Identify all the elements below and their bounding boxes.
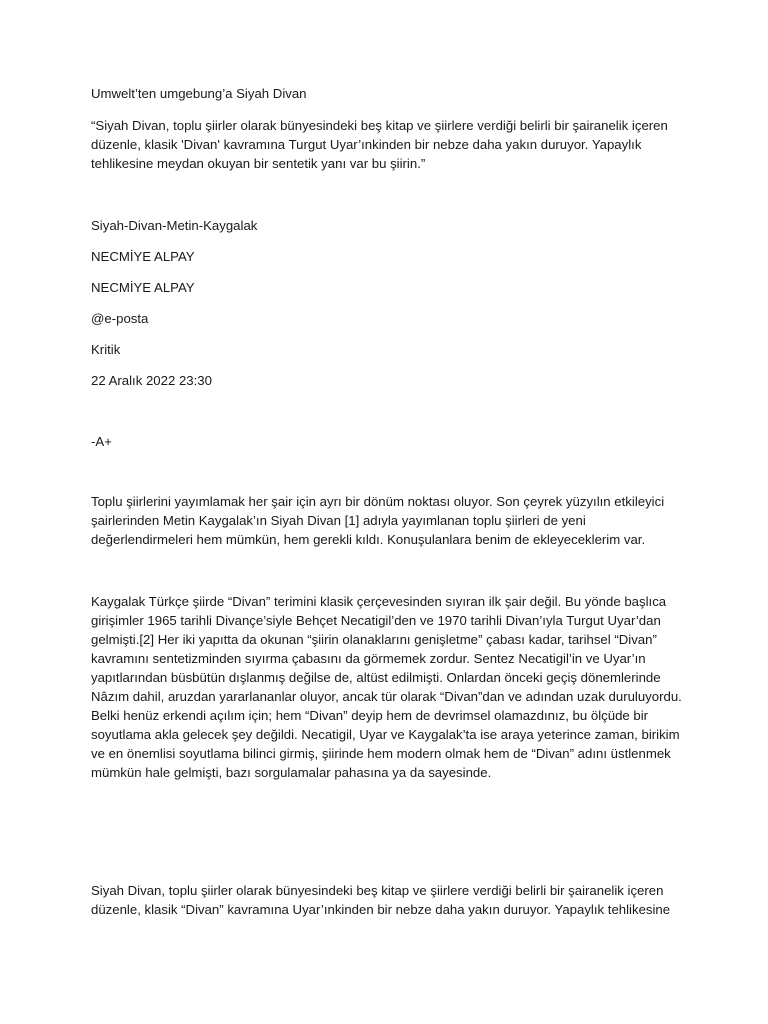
document-title: Umwelt’ten umgebung’a Siyah Divan xyxy=(91,86,307,101)
document-page xyxy=(91,84,691,919)
font-size-control[interactable]: -A+ xyxy=(91,434,112,449)
body-paragraph-3: Siyah Divan, toplu şiirler olarak bünyesindeki beş kitap ve şiirlere verdiği belirli bir şairanelik içeren düzenle, klasik “Divan” kavramına Uyar’ınkinden bir nebze daha yakın duruyor. Yapaylık tehlikesine xyxy=(91,883,671,917)
author-name: NECMİYE ALPAY xyxy=(91,249,195,264)
body-paragraph-1: Toplu şiirlerini yayımlamak her şair için ayrı bir dönüm noktası oluyor. Son çeyrek yüzyılın etkileyici şairlerinden Metin Kaygalak’ın Siyah Divan [1] adıyla yayımlanan toplu şiirleri de yeni değerlendirmeleri hem mümkün, hem gerekli kıldı. Konuşulanlara benim de ekleyeceklerim var. xyxy=(91,494,665,547)
author-name-repeat: NECMİYE ALPAY xyxy=(91,280,195,295)
body-paragraph-2: Kaygalak Türkçe şiirde “Divan” terimini klasik çerçevesinden sıyıran ilk şair değil. Bu yönde başlıca girişimler 1965 tarihli Divançe’siyle Behçet Necatigil’den ve 1970 tarihli Divan’ıyla Turgut Uyar’dan gelmişti.[2] Her iki yapıtta da okunan “şiirin olanaklarını genişletme” çabası kadar, tarihsel “Divan” kavramını sentetizminden sıyırma çabasını da görmemek zordur. Sentez Necatigil’in ve Uyar’ın yapıtlarından büsbütün dışlanmış değilse de, altüst edilmişti. Onlardan önceki geçiş dönemlerinde Nâzım dahil, aruzdan yararlananlar oluyor, ancak tür olarak “Divan”dan ve adından uzak duruluyordu. Belki henüz erkendi açılım için; hem “Divan” deyip hem de devrimsel olamazdınız, bu ölçüde bir soyutlama akla gelecek şey değildi. Necatigil, Uyar ve Kaygalak’ta ise araya yeterince zaman, birikim ve en önemlisi soyutlama bilinci girmiş, şiirinde hem modern olmak hem de “Divan” adını üstlenmek mümkün hale gelmişti, bazı sorgulamalar pahasına ya da sayesinde. xyxy=(91,594,682,780)
lead-quote: “Siyah Divan, toplu şiirler olarak bünyesindeki beş kitap ve şiirlere verdiği belirli bir şairanelik içeren düzenle, klasik 'Divan' kavramına Turgut Uyar’ınkinden bir nebze daha yakın duruyor. Yapaylık tehlikesine meydan okuyan bir sentetik yanı var bu şiirin.” xyxy=(91,118,668,171)
category-label: Kritik xyxy=(91,342,121,357)
publish-date: 22 Aralık 2022 23:30 xyxy=(91,373,212,388)
article-slug: Siyah-Divan-Metin-Kaygalak xyxy=(91,218,258,233)
email-link[interactable]: @e-posta xyxy=(91,311,149,326)
